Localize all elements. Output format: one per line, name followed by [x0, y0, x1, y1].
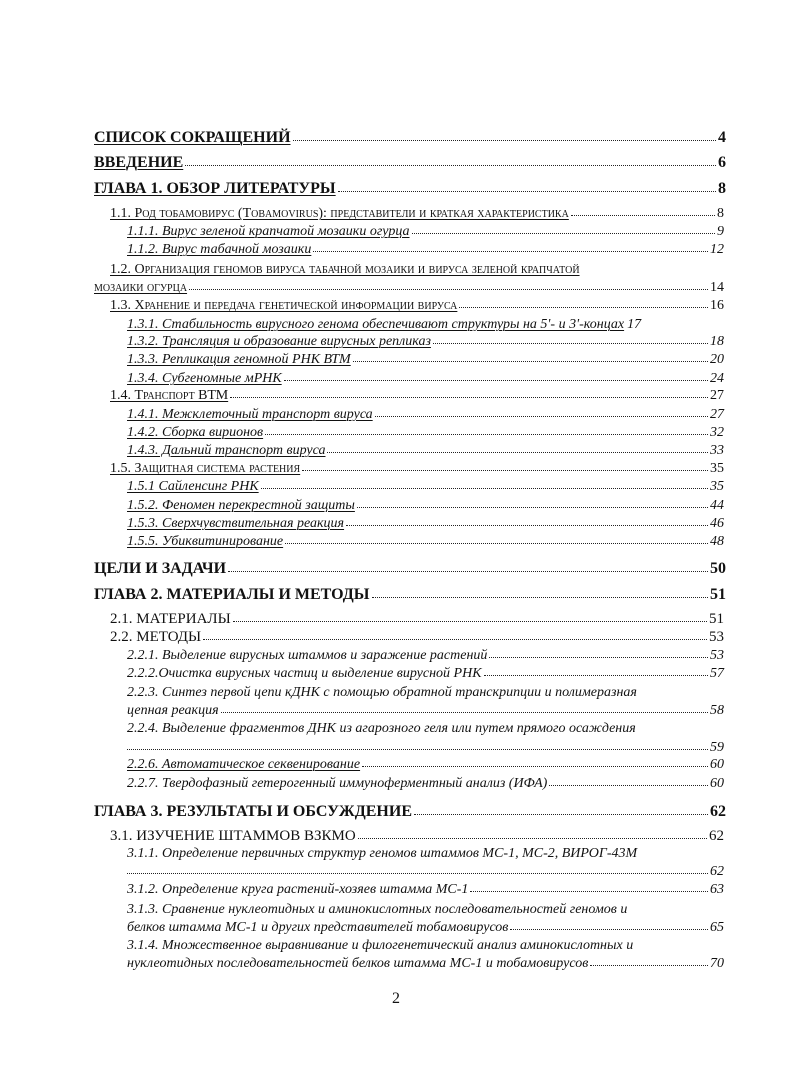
toc-entry-title[interactable]: ГЛАВА 1. ОБЗОР ЛИТЕРАТУРЫ — [94, 180, 336, 197]
toc-entry-title[interactable]: 1.3.1. Стабильность вирусного генома обеспечивают структуры на 5'- и 3'-концах — [127, 317, 625, 332]
dot-leader — [285, 536, 708, 544]
toc-entry-1-3-1[interactable] — [127, 318, 724, 332]
toc-entry-introduction[interactable] — [94, 155, 726, 171]
toc-entry-1-3-3[interactable] — [127, 353, 724, 367]
toc-entry-1-4-1[interactable] — [127, 408, 724, 422]
toc-entry-1-1-2[interactable] — [127, 243, 724, 257]
toc-entry-title[interactable]: 2.2.2.Очистка вирусных частиц и выделение вирусной РНК — [127, 666, 482, 681]
toc-page-number: 48 — [710, 534, 724, 549]
toc-page-number: 50 — [710, 560, 726, 577]
toc-page-number: 60 — [710, 776, 724, 791]
toc-page-number: 44 — [710, 498, 724, 513]
toc-entry-abbreviations[interactable] — [94, 130, 726, 146]
toc-entry-3-1-4[interactable] — [127, 957, 724, 971]
dot-leader — [230, 390, 708, 398]
toc-entry-1-5-5[interactable] — [127, 535, 724, 549]
dot-leader — [261, 481, 708, 489]
toc-entry-title[interactable]: 3.1. ИЗУЧЕНИЕ ШТАММОВ ВЗКМО — [110, 828, 356, 844]
toc-entry-title[interactable]: 1.5.1 Сайленсинг РНК — [127, 479, 259, 494]
toc-page-number: 8 — [717, 206, 724, 221]
toc-entry-title[interactable]: 1.3. Хранение и передача генетической информации вируса — [110, 298, 458, 313]
toc-page-number: 65 — [710, 920, 724, 935]
toc-entry-title[interactable]: 1.4.3. Дальний транспорт вируса — [127, 443, 326, 458]
toc-entry-title[interactable]: ГЛАВА 2. МАТЕРИАЛЫ И МЕТОДЫ — [94, 586, 370, 603]
dot-leader — [221, 705, 708, 713]
toc-page-number: 53 — [709, 629, 724, 645]
dot-leader — [327, 445, 708, 453]
toc-entry-title[interactable]: цепная реакция — [127, 703, 219, 718]
toc-page-number: 33 — [710, 443, 724, 458]
toc-page-number: 46 — [710, 516, 724, 531]
toc-page-number: 18 — [710, 334, 724, 349]
toc-entry-2-2-3[interactable] — [127, 704, 724, 718]
toc-page-number: 27 — [710, 407, 724, 422]
dot-leader — [233, 614, 707, 623]
toc-entry-title[interactable]: 1.3.3. Репликация геномной РНК ВТМ — [127, 352, 351, 367]
dot-leader — [228, 563, 708, 572]
toc-entry-title[interactable]: ЦЕЛИ И ЗАДАЧИ — [94, 560, 227, 577]
dot-leader — [484, 668, 708, 676]
dot-leader — [127, 866, 708, 874]
toc-entry-2-2[interactable] — [110, 630, 724, 645]
toc-entry-1-4-3[interactable] — [127, 444, 724, 458]
dot-leader — [412, 226, 716, 234]
toc-entry-1-5-1[interactable] — [127, 480, 724, 494]
toc-page-number: 62 — [709, 828, 724, 844]
toc-page-number: 35 — [710, 479, 724, 494]
toc-entry-title[interactable]: 2.2.6. Автоматическое секвенирование — [127, 757, 361, 772]
dot-leader — [358, 831, 707, 840]
toc-page-number: 58 — [710, 703, 724, 718]
toc-page-number: 35 — [710, 461, 724, 476]
toc-page-number: 6 — [718, 154, 726, 171]
toc-page-number: 12 — [710, 242, 724, 257]
toc-entry-title[interactable]: мозаики огурца — [94, 280, 188, 295]
toc-entry-1-4-2[interactable] — [127, 426, 724, 440]
toc-entry-title[interactable]: 2.2. МЕТОДЫ — [110, 629, 202, 645]
toc-entry-title[interactable]: белков штамма МС-1 и других представителей тобамовирусов — [127, 920, 509, 935]
toc-entry-1-2[interactable] — [94, 281, 724, 295]
toc-entry-1-5-3[interactable] — [127, 517, 724, 531]
toc-entry-2-2-1[interactable] — [127, 649, 724, 663]
dot-leader — [375, 409, 708, 417]
dot-leader — [571, 208, 715, 216]
toc-entry-3-1-1[interactable] — [127, 865, 724, 879]
toc-entry-1-5[interactable] — [110, 462, 724, 476]
dot-leader — [185, 157, 716, 166]
toc-page-number: 32 — [710, 425, 724, 440]
toc-entry-2-2-4[interactable] — [127, 741, 724, 755]
dot-leader — [203, 632, 707, 641]
dot-leader — [346, 518, 708, 526]
toc-entry-title[interactable]: нуклеотидных последовательностей белков штамма МС-1 и тобамовирусов — [127, 956, 589, 971]
toc-entry-1-2-line1[interactable]: 1.2. Организация геномов вируса табачной мозаики и вируса зеленой крапчатой — [110, 262, 580, 277]
toc-page-number: 17 — [627, 317, 642, 332]
toc-entry-title[interactable]: 2.1. МАТЕРИАЛЫ — [110, 611, 231, 627]
dot-leader — [510, 922, 708, 930]
dot-leader — [302, 463, 708, 471]
toc-entry-title[interactable]: 1.4. Транспорт ВТМ — [110, 388, 229, 403]
page-number: 2 — [392, 990, 400, 1007]
toc-entry-2-1[interactable] — [110, 612, 724, 627]
toc-page-number: 57 — [710, 666, 724, 681]
toc-entry-title[interactable]: 1.4.1. Межклеточный транспорт вируса — [127, 407, 373, 422]
toc-entry-title[interactable]: 1.5.5. Убиквитинирование — [127, 534, 284, 549]
toc-entry-3-1[interactable] — [110, 829, 724, 844]
toc-entry-chapter-1[interactable] — [94, 181, 726, 197]
dot-leader — [284, 373, 708, 381]
toc-entry-title[interactable]: 2.2.7. Твердофазный гетерогенный иммуноферментный анализ (ИФА) — [127, 776, 548, 791]
toc-entry-1-4[interactable] — [110, 389, 724, 403]
dot-leader — [470, 884, 708, 892]
toc-entry-3-1-3[interactable] — [127, 921, 724, 935]
dot-leader — [313, 244, 708, 252]
dot-leader — [549, 778, 708, 786]
toc-entry-2-2-6[interactable] — [127, 758, 724, 772]
toc-entry-title[interactable]: 1.3.4. Субгеномные мРНК — [127, 371, 282, 386]
toc-page-number: 51 — [710, 586, 726, 603]
toc-entry-1-1-1[interactable] — [127, 225, 724, 239]
toc-entry-1-3[interactable] — [110, 299, 724, 313]
toc-entry-title[interactable]: СПИСОК СОКРАЩЕНИЙ — [94, 129, 291, 146]
toc-entry-3-1-3-line1[interactable]: 3.1.3. Сравнение нуклеотидных и аминокислотных последовательностей геномов и — [127, 902, 628, 917]
toc-entry-title[interactable]: 1.1.2. Вирус табачной мозаики — [127, 242, 312, 257]
toc-entry-title[interactable]: ВВЕДЕНИЕ — [94, 154, 184, 171]
toc-entry-2-2-3-line1[interactable]: 2.2.3. Синтез первой цепи кДНК с помощью обратной транскрипции и полимеразная — [127, 685, 637, 700]
toc-entry-title[interactable]: 1.5.2. Феномен перекрестной защиты — [127, 498, 355, 513]
dot-leader — [189, 282, 708, 290]
dot-leader — [590, 958, 708, 966]
toc-page-number: 70 — [710, 956, 724, 971]
toc-entry-chapter-2[interactable] — [94, 587, 726, 603]
dot-leader — [265, 427, 708, 435]
toc-entry-3-1-1-line1[interactable]: 3.1.1. Определение первичных структур геномов штаммов МС-1, МС-2, ВИРОГ-43М — [127, 846, 638, 861]
dot-leader — [127, 742, 708, 750]
toc-page-number: 8 — [718, 180, 726, 197]
toc-entry-title[interactable]: 3.1.2. Определение круга растений-хозяев штамма МС-1 — [127, 882, 469, 897]
toc-page-number: 16 — [710, 298, 724, 313]
toc-page-number: 14 — [710, 280, 724, 295]
dot-leader — [353, 354, 708, 362]
toc-entry-1-3-2[interactable] — [127, 335, 724, 349]
dot-leader — [433, 336, 708, 344]
toc-page-number: 9 — [717, 224, 724, 239]
dot-leader — [293, 132, 716, 141]
toc-page-number: 27 — [710, 388, 724, 403]
toc-entry-title[interactable]: 1.5. Защитная система растения — [110, 461, 301, 476]
toc-entry-title[interactable]: 1.1.1. Вирус зеленой крапчатой мозаики огурца — [127, 224, 410, 239]
toc-page-number: 20 — [710, 352, 724, 367]
toc-page-number: 24 — [710, 371, 724, 386]
toc-entry-title[interactable]: ГЛАВА 3. РЕЗУЛЬТАТЫ И ОБСУЖДЕНИЕ — [94, 803, 412, 820]
dot-leader — [459, 300, 708, 308]
toc-entry-2-2-2[interactable] — [127, 667, 724, 681]
toc-entry-1-3-4[interactable] — [127, 372, 724, 386]
toc-entry-1-5-2[interactable] — [127, 499, 724, 513]
toc-entry-title[interactable]: 1.5.3. Сверхчувствительная реакция — [127, 516, 345, 531]
toc-entry-title[interactable]: 2.2.1. Выделение вирусных штаммов и заражение растений — [127, 648, 488, 663]
toc-entry-2-2-7[interactable] — [127, 777, 724, 791]
toc-entry-2-2-4-line1[interactable]: 2.2.4. Выделение фрагментов ДНК из агарозного геля или путем прямого осаждения — [127, 721, 636, 736]
toc-entry-3-1-4-line1[interactable]: 3.1.4. Множественное выравнивание и филогенетический анализ аминокислотных и — [127, 938, 634, 953]
dot-leader — [489, 650, 708, 658]
toc-entry-title[interactable]: 1.1. Род тобамовирус (Tobamovirus): представители и краткая характеристика — [110, 206, 569, 221]
dot-leader — [338, 183, 716, 192]
dot-leader — [414, 806, 708, 815]
dot-leader — [372, 589, 708, 598]
toc-entry-1-1[interactable] — [110, 207, 724, 221]
toc-entry-title[interactable]: 1.3.2. Трансляция и образование вирусных репликаз — [127, 334, 431, 349]
toc-page-number: 51 — [709, 611, 724, 627]
dot-leader — [357, 500, 708, 508]
toc-page-number: 59 — [710, 740, 724, 755]
toc-entry-chapter-3[interactable] — [94, 804, 726, 820]
toc-entry-goals[interactable] — [94, 561, 726, 577]
toc-page-number: 63 — [710, 882, 724, 897]
toc-page-number: 4 — [718, 129, 726, 146]
toc-page-number: 62 — [710, 803, 726, 820]
dot-leader — [362, 759, 708, 767]
toc-page-number: 53 — [710, 648, 724, 663]
toc-entry-3-1-2[interactable] — [127, 883, 724, 897]
toc-page-number: 62 — [710, 864, 724, 879]
toc-page-number: 60 — [710, 757, 724, 772]
toc-entry-title[interactable]: 1.4.2. Сборка вирионов — [127, 425, 264, 440]
